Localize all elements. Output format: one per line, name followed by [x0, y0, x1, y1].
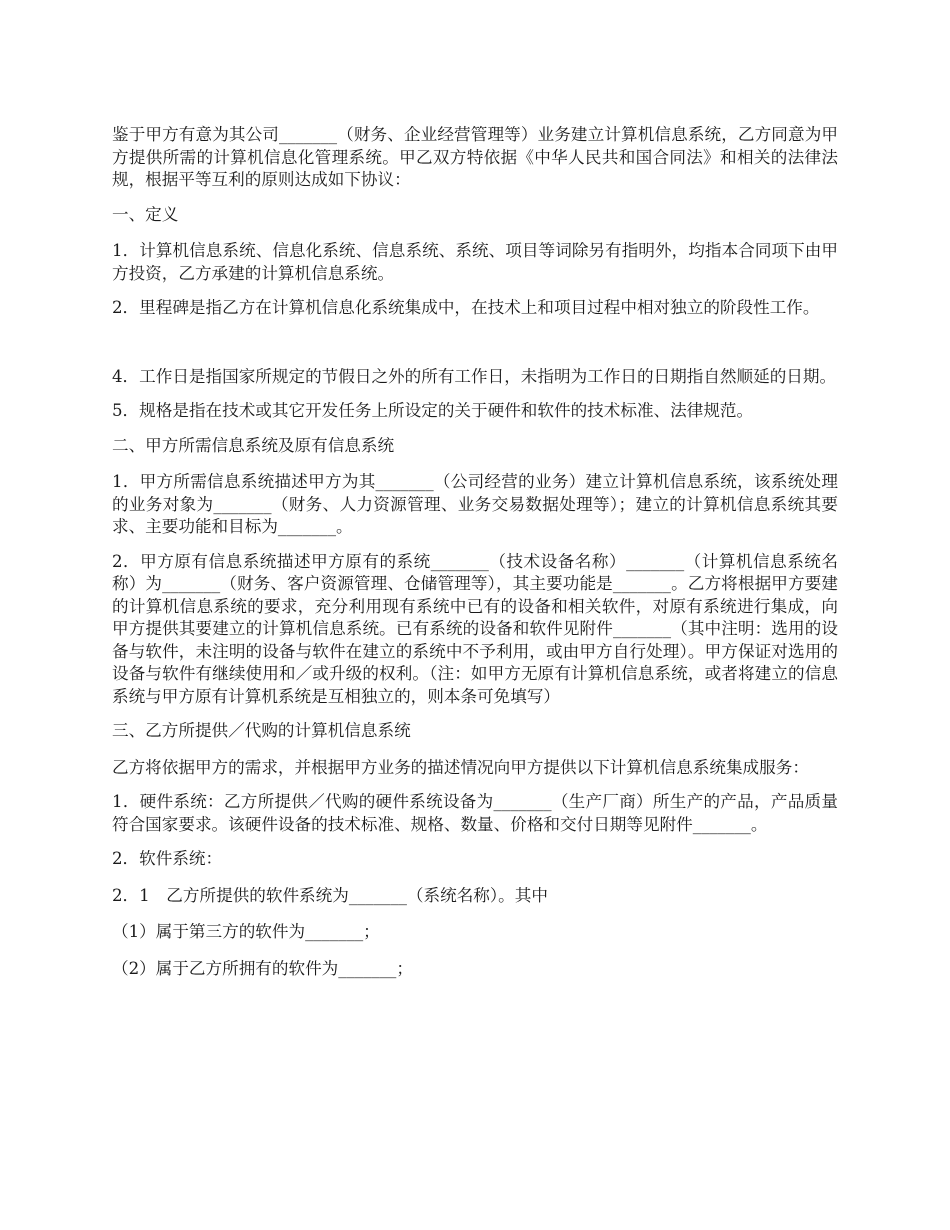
section-3-heading: 三、乙方所提供／代购的计算机信息系统 — [112, 721, 411, 740]
clause-3-1: 1．硬件系统：乙方所提供／代购的硬件系统设备为_______（生产厂商）所生产的产品，产品质量符合国家要求。该硬件设备的技术标准、规格、数量、价格和交付日期等见附件_______。 — [112, 792, 838, 834]
clause-1-5: 5．规格是指在技术或其它开发任务上所设定的关于硬件和软件的技术标准、法律规范。 — [112, 401, 754, 420]
clause-3-2-1: 2．1 乙方所提供的软件系统为_______（系统名称）。其中 — [112, 885, 548, 905]
clause-1-2: 2．里程碑是指乙方在计算机信息化系统集成中，在技术上和项目过程中相对独立的阶段性工作。 — [112, 298, 820, 317]
section-2-heading: 二、甲方所需信息系统及原有信息系统 — [112, 435, 395, 455]
clause-2-1: 1．甲方所需信息系统描述甲方为其_______（公司经营的业务）建立计算机信息系统，该系统处理的业务对象为_______（财务、人力资源管理、业务交易数据处理等）；建立的计算机信息系统其要求、主要功能和目标为_______。 — [112, 472, 838, 536]
clause-3-2: 2．软件系统： — [112, 849, 223, 868]
section-1-heading: 一、定义 — [112, 204, 179, 224]
blank-gap — [112, 332, 838, 366]
clause-3-2-1-b: （2）属于乙方所拥有的软件为_______； — [112, 958, 413, 978]
clause-1-4: 4．工作日是指国家所规定的节假日之外的所有工作日，未指明为工作日的日期指自然顺延的日期。 — [112, 366, 837, 386]
clause-2-2: 2．甲方原有信息系统描述甲方原有的系统_______（技术设备名称）_______（计算机信息系统名称）为_______（财务、客户资源管理、仓储管理等），其主要功能是_______。乙方将根据甲方要建的计算机信息系统的要求，充分利用现有系统中已有的设备和相关软件，对原有系统进行集成，向甲方提供其要建立的计算机信息系统。已有系统的设备和软件见附件_______（其中注明：选用的设备与软件，未注明的设备与软件在建立的系统中不予利用，或由甲方自行处理）。甲方保证对选用的设备与软件有继续使用和／或升级的权利。（注：如甲方无原有计算机信息系统，或者将建立的信息系统与甲方原有计算机系统是互相独立的，则本条可免填写） — [112, 551, 838, 706]
clause-1-1: 1．计算机信息系统、信息化系统、信息系统、系统、项目等词除另有指明外，均指本合同项下由甲方投资，乙方承建的计算机信息系统。 — [112, 241, 838, 283]
clause-3-intro: 乙方将依据甲方的需求，并根据甲方业务的描述情况向甲方提供以下计算机信息系统集成服务： — [112, 757, 809, 777]
preamble-paragraph: 鉴于甲方有意为其公司_______（财务、企业经营管理等）业务建立计算机信息系统，乙方同意为甲方提供所需的计算机信息化管理系统。甲乙双方特依据《中华人民共和国合同法》和相关的法律法规，根据平等互利的原则达成如下协议： — [112, 125, 838, 189]
clause-3-2-1-a: （1）属于第三方的软件为_______； — [112, 922, 380, 941]
